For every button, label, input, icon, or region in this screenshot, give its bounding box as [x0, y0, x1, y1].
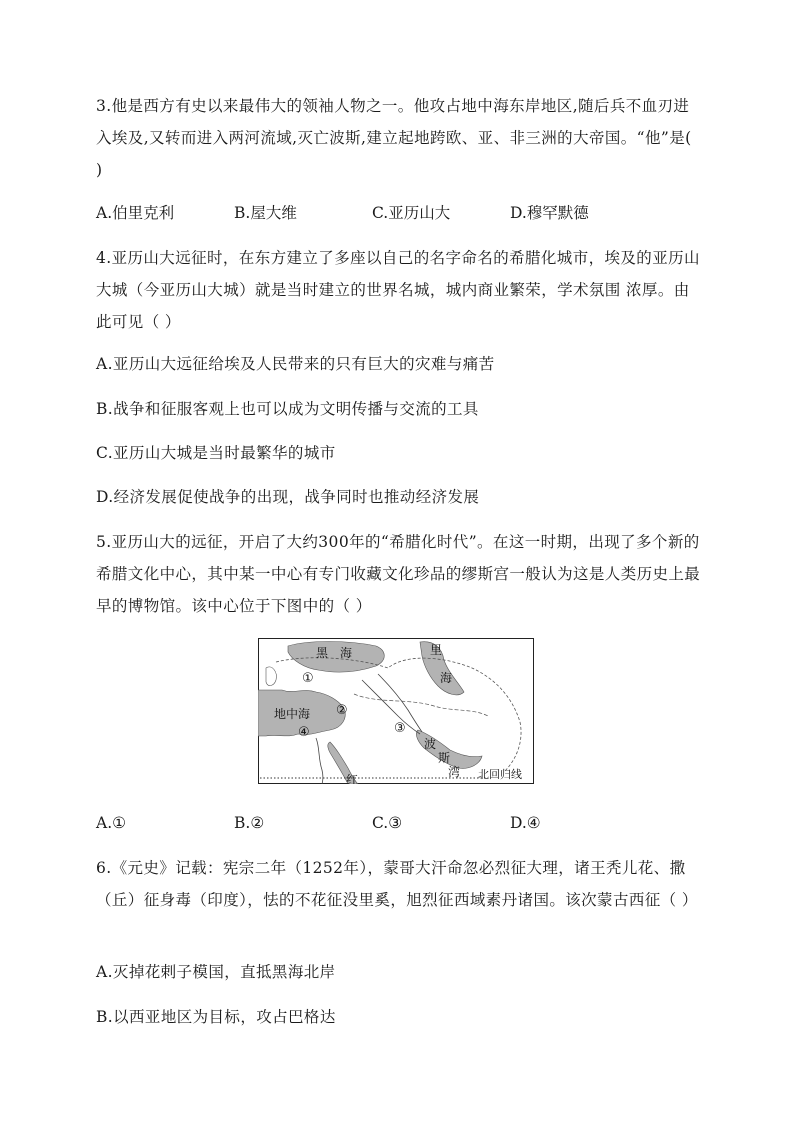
label-gulf-3: 湾 — [448, 765, 461, 779]
question-4-stem: 4.亚历山大远征时，在东方建立了多座以自己的名字命名的希腊化城市，埃及的亚历山大城（今亚历山大城）就是当时建立的世界名城，城内商业繁荣，学术氛围 浓厚。由此可见（ ） — [96, 249, 700, 331]
q3-option-a: A.伯里克利 — [96, 204, 175, 222]
q6-option-a: A.灭掉花剌子模国，直抵黑海北岸 — [96, 963, 336, 981]
label-black-sea: 黑 海 — [316, 646, 353, 660]
marker-3: ③ — [394, 721, 406, 736]
label-caspian-2: 海 — [440, 671, 453, 685]
label-caspian-1: 里 — [430, 643, 443, 657]
q5-option-d: D.④ — [510, 814, 541, 832]
label-mediterranean: 地中海 — [274, 707, 311, 721]
marker-4: ④ — [298, 725, 310, 740]
marker-2: ② — [336, 703, 348, 718]
question-5-stem: 5.亚历山大的远征，开启了大约300年的“希腊化时代”。在这一时期，出现了多个新的希腊文化中心，其中某一中心有专门收藏文化珍品的缪斯宫一般认为这是人类历史上最早的博物馆。该中心位于下图中的（ ） — [96, 533, 701, 615]
q3-option-c: C.亚历山大 — [372, 204, 451, 222]
q5-option-c: C.③ — [372, 814, 403, 832]
q4-option-c: C.亚历山大城是当时最繁华的城市 — [96, 444, 336, 462]
q4-option-d: D.经济发展促使战争的出现，战争同时也推动经济发展 — [96, 488, 480, 506]
question-6-stem: 6.《元史》记载：宪宗二年（1252年），蒙哥大汗命忽必烈征大理，诸王秃儿花、撒（丘）征身毒（印度），怯的不花征没里奚，旭烈征西域素丹诸国。该次蒙古西征（ ） — [96, 859, 698, 909]
region-map — [258, 638, 534, 784]
q6-option-b: B.以西亚地区为目标，攻占巴格达 — [96, 1008, 336, 1026]
label-red-sea: 红 — [346, 773, 359, 784]
label-gulf-1: 波 — [424, 737, 437, 751]
q5-option-a: A.① — [96, 814, 127, 832]
q4-option-b: B.战争和征服客观上也可以成为文明传播与交流的工具 — [96, 400, 479, 418]
q3-option-b: B.屋大维 — [234, 204, 297, 222]
q5-option-b: B.② — [234, 814, 265, 832]
q3-option-d: D.穆罕默德 — [510, 204, 589, 222]
q4-option-a: A.亚历山大远征给埃及人民带来的只有巨大的灾难与痛苦 — [96, 355, 495, 373]
marker-1: ① — [302, 671, 314, 686]
label-tropic: 北回归线 — [478, 768, 522, 781]
question-3-stem: 3.他是西方有史以来最伟大的领袖人物之一。他攻占地中海东岸地区,随后兵不血刃进入埃及,又转而进入两河流域,灭亡波斯,建立起地跨欧、亚、非三洲的大帝国。“他”是( ) — [96, 97, 692, 179]
label-gulf-2: 斯 — [438, 751, 451, 765]
